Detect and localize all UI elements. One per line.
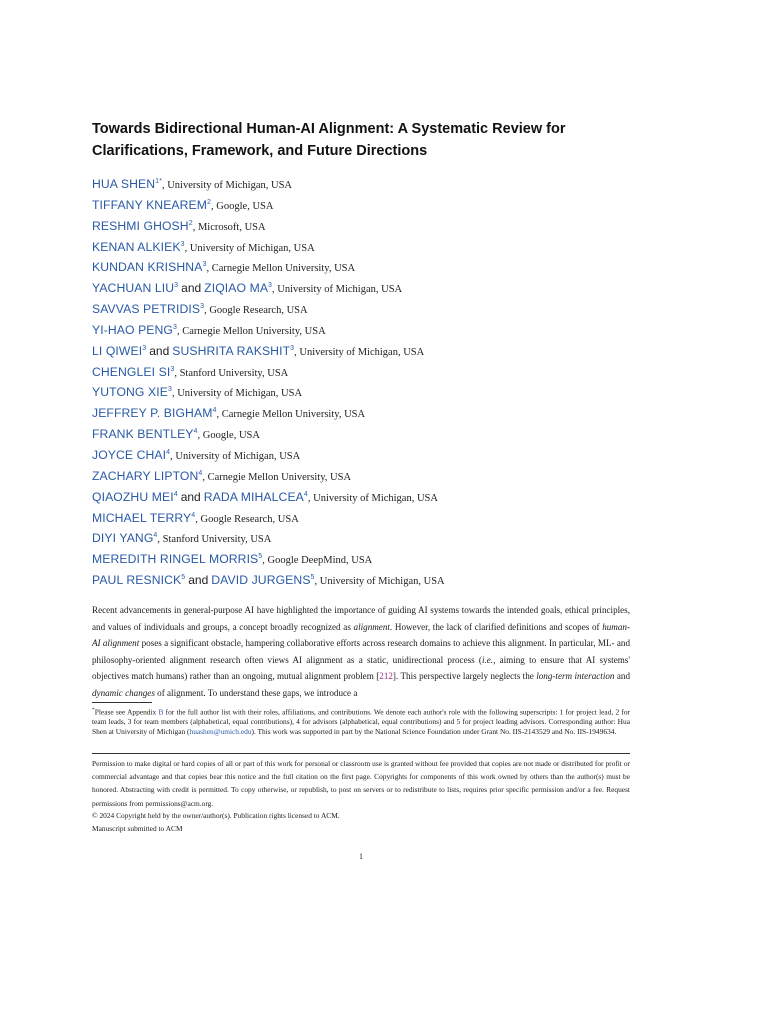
author-name[interactable]: [92, 427, 198, 441]
author-role-superscript: 3: [202, 261, 207, 269]
citation-link[interactable]: 212: [379, 671, 393, 681]
author-role-superscript: 1*: [155, 177, 162, 185]
author-role-superscript: 5: [258, 553, 263, 561]
author-line: [92, 278, 630, 299]
copyright-notice: © 2024 Copyright held by the owner/author(s). Publication rights licensed to ACM.: [92, 811, 340, 820]
manuscript-note: Manuscript submitted to ACM: [92, 824, 183, 833]
author-affiliation: , University of Michigan, USA: [294, 346, 425, 358]
author-name-text: TIFFANY KNEAREM: [92, 197, 208, 212]
author-affiliation: , University of Michigan, USA: [161, 180, 293, 191]
author-role-superscript: 3: [180, 240, 185, 248]
author-name[interactable]: [92, 365, 174, 379]
author-name[interactable]: [172, 344, 294, 358]
author-name[interactable]: [92, 511, 195, 525]
author-line: [92, 382, 630, 403]
author-role-superscript: 4: [153, 532, 158, 540]
abstract-text: of alignment. To understand these gaps, we introduce a: [154, 687, 358, 698]
author-name[interactable]: [92, 469, 202, 483]
permission-notice: Permission to make digital or hard copies of all or part of this work for personal or classroom use is granted without fee provided that copies are not made or distributed for profit or commercial advantage and that copies bear this notice and the full citation on the first page. Copyrights for components of this work owned by others than the author(s) must be honored. Abstracting with credit is permitted. To copy otherwise, or republish, to post on servers or to redistribute to lists, requires prior specific permission and/or a fee. Request permissions from permissions@acm.org.: [92, 759, 630, 808]
author-name[interactable]: [92, 531, 157, 545]
author-affiliation: , University of Michigan, USA: [170, 450, 301, 462]
abstract-text: Recent advancements in general-purpose AI have highlighted the importance of guiding AI systems towards the intended goals, ethical principles, and values of individuals and groups, a concept broadly recognized as: [92, 605, 630, 632]
author-affiliation: , Carnegie Mellon University, USA: [206, 263, 356, 275]
author-name-text: YI-HAO PENG: [92, 322, 174, 337]
author-name[interactable]: [92, 302, 204, 316]
author-line: [92, 403, 630, 424]
author-role-superscript: 4: [173, 490, 178, 498]
author-affiliation: , Google Research, USA: [195, 513, 299, 525]
author-list: [92, 174, 630, 591]
author-name[interactable]: [92, 260, 206, 274]
author-line: [92, 424, 630, 445]
footnote-text: ). This work was supported in part by the National Science Foundation under Grant No. IIS-2143529 and No. IIS-1949634.: [251, 727, 617, 737]
author-role-superscript: 4: [193, 428, 198, 436]
author-name-text: HUA SHEN: [92, 177, 156, 191]
author-name-text: MICHAEL TERRY: [92, 510, 192, 525]
author-role-superscript: 5: [181, 573, 186, 581]
abstract-text: and: [614, 671, 631, 681]
author-affiliation: , University of Michigan, USA: [171, 388, 303, 400]
author-name-text: PAUL RESNICK: [92, 573, 182, 588]
author-line: [92, 487, 630, 508]
author-name-text: DAVID JURGENS: [211, 573, 311, 588]
author-line: [92, 445, 630, 466]
abstract-text: , aiming to ensure that AI systems' objectives match humans) rather than an ongoing, mutual alignment problem [: [92, 654, 630, 681]
author-name[interactable]: [92, 198, 211, 212]
author-line: [92, 341, 630, 362]
author-name-text: ZACHARY LIPTON: [92, 468, 199, 483]
author-line: [92, 237, 630, 258]
author-name[interactable]: [92, 490, 178, 504]
author-affiliation: , Google, USA: [211, 200, 274, 212]
author-line: [92, 320, 630, 341]
author-affiliation: , University of Michigan, USA: [314, 576, 445, 588]
author-affiliation: , Carnegie Mellon University, USA: [177, 325, 326, 337]
paper-title: Towards Bidirectional Human-AI Alignment: A Systematic Review for Clarifications, Framework, and Future Directions: [92, 121, 566, 159]
author-role-superscript: 2: [207, 198, 212, 206]
author-name-text: DIYI YANG: [92, 531, 154, 546]
abstract-emphasis: alignment: [353, 621, 390, 632]
author-affiliation: , Google Research, USA: [204, 305, 308, 317]
author-name-text: QIAOZHU MEI: [92, 489, 174, 504]
author-name-text: RESHMI GHOSH: [92, 218, 189, 233]
author-role-superscript: 5: [310, 573, 315, 581]
abstract-emphasis: i.e.: [481, 654, 494, 665]
abstract: [92, 602, 630, 701]
author-name[interactable]: [92, 219, 193, 233]
author-name-text: RADA MIHALCEA: [203, 489, 304, 504]
author-role-superscript: 3: [290, 344, 295, 352]
author-line: [92, 570, 630, 591]
author-affiliation: , University of Michigan, USA: [307, 492, 438, 504]
author-name[interactable]: [204, 490, 308, 504]
abstract-text: . However, the lack of clarified definitions and scopes of: [389, 621, 603, 632]
author-name-text: SAVVAS PETRIDIS: [92, 302, 201, 317]
author-name-text: FRANK BENTLEY: [92, 427, 194, 442]
author-role-superscript: 4: [212, 407, 217, 415]
author-name[interactable]: [92, 448, 170, 462]
author-role-superscript: 3: [174, 282, 179, 290]
footnote-marker: *: [92, 707, 95, 713]
author-name-text: JEFFREY P. BIGHAM: [92, 406, 213, 421]
author-line: [92, 466, 630, 487]
author-name[interactable]: [204, 281, 272, 295]
author-line: [92, 299, 630, 320]
author-name[interactable]: [92, 323, 177, 337]
abstract-emphasis: dynamic changes: [92, 687, 155, 698]
email-link[interactable]: huashen@umich.edu: [189, 727, 252, 737]
author-role-superscript: 3: [200, 303, 205, 310]
author-name[interactable]: [92, 406, 216, 420]
permission-divider: [92, 753, 630, 754]
author-line: [92, 528, 630, 549]
author-conjunction: and: [188, 573, 209, 588]
author-role-superscript: 4: [166, 448, 171, 456]
author-affiliation: , Google, USA: [197, 430, 260, 442]
author-affiliation: , Carnegie Mellon University, USA: [216, 409, 366, 421]
author-name[interactable]: [92, 385, 172, 399]
author-name-text: CHENGLEI SI: [92, 364, 171, 379]
author-name[interactable]: [92, 281, 178, 295]
author-name[interactable]: [92, 573, 185, 587]
footnote-text: for the full author list with their roles, affiliations, and contributions. We denote each author's role with the following superscripts: 1 for project lead, 2 for team leads, 3 for team members (alphabetical, equal contributions), 4 for advisors (alphabetical, equal contributions) and 5 for project leading advisors. Corresponding author: Hua Shen at University of Michigan (: [92, 707, 630, 737]
author-name-text: YUTONG XIE: [92, 385, 168, 400]
author-line: [92, 216, 630, 237]
author-name-text: SUSHRITA RAKSHIT: [172, 343, 291, 358]
author-name[interactable]: [92, 240, 185, 254]
abstract-emphasis: long-term interaction: [536, 671, 615, 681]
author-affiliation: , Microsoft, USA: [192, 221, 266, 233]
author-line: [92, 549, 630, 570]
author-role-superscript: 3: [170, 365, 175, 373]
footnote-divider: [92, 702, 152, 703]
author-footnote: [92, 705, 630, 737]
author-role-superscript: 4: [198, 469, 203, 477]
author-role-superscript: 2: [188, 219, 193, 227]
author-name-text: JOYCE CHAI: [92, 447, 167, 462]
author-name[interactable]: [211, 573, 314, 587]
author-role-superscript: 3: [268, 282, 273, 290]
author-affiliation: , Stanford University, USA: [174, 367, 289, 379]
abstract-text: ]. This perspective largely neglects the: [392, 671, 537, 681]
author-name-text: MEREDITH RINGEL MORRIS: [92, 552, 259, 567]
author-affiliation: , Google DeepMind, USA: [262, 555, 373, 567]
author-conjunction: and: [180, 489, 201, 504]
author-name-text: ZIQIAO MA: [204, 281, 269, 296]
author-affiliation: , Carnegie Mellon University, USA: [202, 471, 352, 483]
author-affiliation: , University of Michigan, USA: [272, 284, 403, 296]
author-name[interactable]: [92, 552, 262, 566]
abstract-emphasis: human-AI alignment: [92, 621, 630, 648]
author-line: [92, 195, 630, 216]
appendix-link[interactable]: B: [158, 707, 164, 717]
abstract-text: poses a significant obstacle, hampering collaborative efforts across research domains to achieve this alignment. In particular, ML- and philosophy-oriented alignment research often views AI alignment as a static, unidirectional process (: [92, 638, 630, 665]
author-line: [92, 174, 630, 195]
author-name[interactable]: [92, 344, 146, 358]
author-affiliation: , Stanford University, USA: [157, 534, 272, 546]
page-number: 1: [359, 852, 363, 861]
author-line: [92, 257, 630, 278]
author-name-text: YACHUAN LIU: [92, 281, 175, 296]
author-role-superscript: 3: [167, 386, 172, 394]
author-name-text: KENAN ALKIEK: [92, 239, 181, 254]
author-role-superscript: 3: [173, 323, 178, 331]
author-role-superscript: 3: [142, 344, 147, 352]
author-name-text: KUNDAN KRISHNA: [92, 260, 203, 275]
author-conjunction: and: [181, 281, 202, 296]
author-conjunction: and: [149, 343, 170, 358]
author-affiliation: , University of Michigan, USA: [184, 242, 315, 254]
author-name[interactable]: [92, 177, 162, 191]
author-line: [92, 362, 630, 383]
author-role-superscript: 4: [303, 490, 308, 498]
author-name-text: LI QIWEI: [92, 343, 143, 358]
author-role-superscript: 4: [191, 511, 196, 519]
author-line: [92, 508, 630, 529]
footnote-text: Please see Appendix: [94, 707, 159, 717]
